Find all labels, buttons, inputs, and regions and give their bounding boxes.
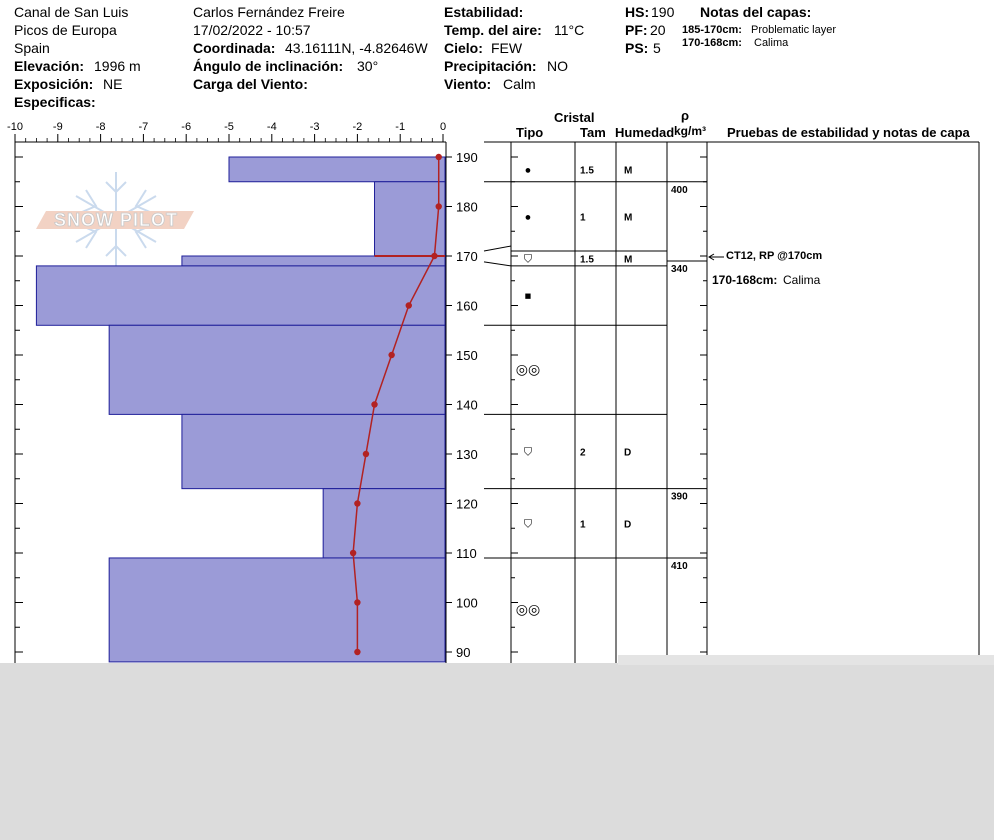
- density-value: 340: [671, 263, 688, 275]
- grain-type-symbol: ◎◎: [515, 360, 541, 377]
- specifics-label: Especificas:: [14, 94, 96, 110]
- hardness-layer-bar: [323, 489, 445, 558]
- grain-size-value: 1: [580, 212, 586, 224]
- moisture-value: M: [624, 212, 633, 224]
- hardness-layer-bar: [182, 414, 445, 488]
- temperature-point: [354, 599, 360, 605]
- pf-label: PF:: [625, 22, 648, 38]
- wind-value: Calm: [503, 76, 536, 92]
- height-tick-label: 170: [456, 249, 478, 264]
- size-header: Tam: [580, 125, 606, 140]
- temperature-point: [354, 649, 360, 655]
- chart-layer-note-text: Calima: [783, 272, 821, 287]
- temperature-point: [436, 203, 442, 209]
- stability-test-annotation: CT12, RP @170cm: [726, 250, 823, 262]
- observer: Carlos Fernández Freire: [193, 4, 345, 20]
- precip-label: Precipitación:: [444, 58, 537, 74]
- slope-value: 30°: [357, 58, 379, 74]
- ps-label: PS:: [625, 40, 649, 56]
- coord-label: Coordinada:: [193, 40, 276, 56]
- country: Spain: [14, 40, 50, 56]
- grain-type-symbol: ■: [524, 290, 532, 303]
- hardness-layer-bar: [109, 325, 445, 414]
- height-tick-label: 160: [456, 298, 478, 314]
- layer-note-text: Problematic layer: [751, 24, 836, 36]
- overlay-box: [618, 655, 994, 665]
- hardness-tick-label: -5: [224, 121, 234, 133]
- layer-note-range: 170-168cm:: [682, 37, 742, 49]
- hardness-tick-label: -2: [352, 121, 363, 133]
- height-tick-label: 90: [456, 645, 471, 660]
- datetime: 17/02/2022 - 10:57: [193, 22, 311, 38]
- grain-size-value: 2: [580, 447, 586, 459]
- height-tick-label: 140: [456, 397, 478, 413]
- grain-size-value: 1.5: [580, 165, 594, 177]
- grain-type-symbol: ●: [524, 211, 532, 224]
- height-tick-label: 110: [456, 546, 477, 561]
- layer-note-range: 185-170cm:: [682, 24, 742, 36]
- precip-value: NO: [547, 58, 568, 74]
- moisture-header: Humedad: [615, 125, 675, 140]
- height-tick-label: 180: [456, 199, 478, 215]
- moisture-value: D: [624, 519, 632, 531]
- coord-value: 43.16111N, -4.82646W: [285, 40, 428, 56]
- hardness-layer-bar: [36, 266, 445, 325]
- slope-label: Ángulo de inclinación:: [193, 58, 344, 74]
- hardness-layer-bar: [182, 256, 445, 266]
- sky-label: Cielo:: [444, 40, 483, 56]
- temperature-point: [406, 302, 412, 308]
- hardness-tick-label: -7: [138, 121, 149, 133]
- temperature-point: [354, 500, 360, 506]
- layer-note-text: Calima: [754, 37, 789, 49]
- grain-size-value: 1: [580, 519, 586, 531]
- hardness-layer-bar: [375, 182, 445, 256]
- height-tick-label: 150: [456, 348, 478, 363]
- hardness-tick-label: -4: [266, 121, 277, 133]
- height-tick-label: 190: [456, 150, 478, 165]
- hardness-tick-label: -6: [181, 121, 192, 133]
- aspect-label: Exposición:: [14, 76, 94, 92]
- hardness-tick-label: 0: [439, 121, 447, 133]
- grain-type-symbol: ⛉: [523, 446, 533, 459]
- elevation-label: Elevación:: [14, 58, 85, 74]
- aspect-value: NE: [103, 76, 123, 92]
- height-tick-label: 130: [456, 447, 478, 462]
- hs-value: 190: [651, 4, 675, 20]
- pf-value: 20: [650, 22, 666, 38]
- chart-layer-note-range: 170-168cm:: [712, 272, 778, 287]
- elevation-value: 1996 m: [94, 58, 141, 74]
- moisture-value: M: [624, 165, 633, 177]
- density-value: 410: [671, 560, 688, 572]
- hardness-tick-label: -1: [395, 121, 406, 133]
- layer-connector: [484, 262, 511, 266]
- tests-header: Pruebas de estabilidad y notas de capa: [727, 125, 970, 140]
- hardness-tick-label: -8: [95, 121, 106, 133]
- temperature-point: [388, 352, 394, 358]
- density-value: 400: [671, 184, 688, 196]
- temperature-point: [350, 550, 356, 556]
- rho-header: ρ: [681, 108, 690, 123]
- temperature-point: [363, 451, 369, 457]
- range: Picos de Europa: [14, 22, 117, 38]
- grain-type-symbol: ⛉: [523, 253, 533, 266]
- hardness-tick-label: -10: [7, 121, 23, 133]
- air-temp-label: Temp. del aire:: [444, 22, 542, 38]
- temperature-point: [431, 253, 437, 259]
- grain-type-symbol: ●: [524, 164, 532, 177]
- temperature-point: [436, 154, 442, 160]
- crystal-header: Cristal: [554, 110, 595, 125]
- grain-size-value: 1.5: [580, 254, 594, 266]
- air-temp-value: 11°C: [554, 22, 585, 38]
- logo-text: SNOW PILOT: [54, 210, 178, 230]
- temperature-point: [371, 401, 377, 407]
- moisture-value: M: [624, 254, 633, 266]
- density-unit-header: kg/m³: [674, 124, 707, 138]
- grain-type-symbol: ◎◎: [515, 600, 541, 617]
- layer-notes-title: Notas del capas:: [700, 4, 812, 20]
- location: Canal de San Luis: [14, 4, 129, 20]
- height-tick-label: 120: [456, 496, 478, 512]
- hardness-tick-label: -3: [309, 121, 320, 133]
- hardness-layer-bar: [109, 558, 445, 662]
- wind-load-label: Carga del Viento:: [193, 76, 308, 92]
- type-header: Tipo: [516, 125, 544, 140]
- density-value: 390: [671, 491, 688, 503]
- stability-label: Estabilidad:: [444, 4, 524, 20]
- hardness-tick-label: -9: [52, 121, 63, 133]
- ps-value: 5: [653, 40, 661, 56]
- sky-value: FEW: [491, 40, 523, 56]
- wind-label: Viento:: [444, 76, 492, 92]
- height-tick-label: 100: [456, 595, 478, 611]
- grain-type-symbol: ⛉: [523, 518, 533, 531]
- hardness-layer-bar: [229, 157, 445, 182]
- layer-connector: [484, 246, 511, 251]
- hs-label: HS:: [625, 4, 650, 20]
- moisture-value: D: [624, 447, 632, 459]
